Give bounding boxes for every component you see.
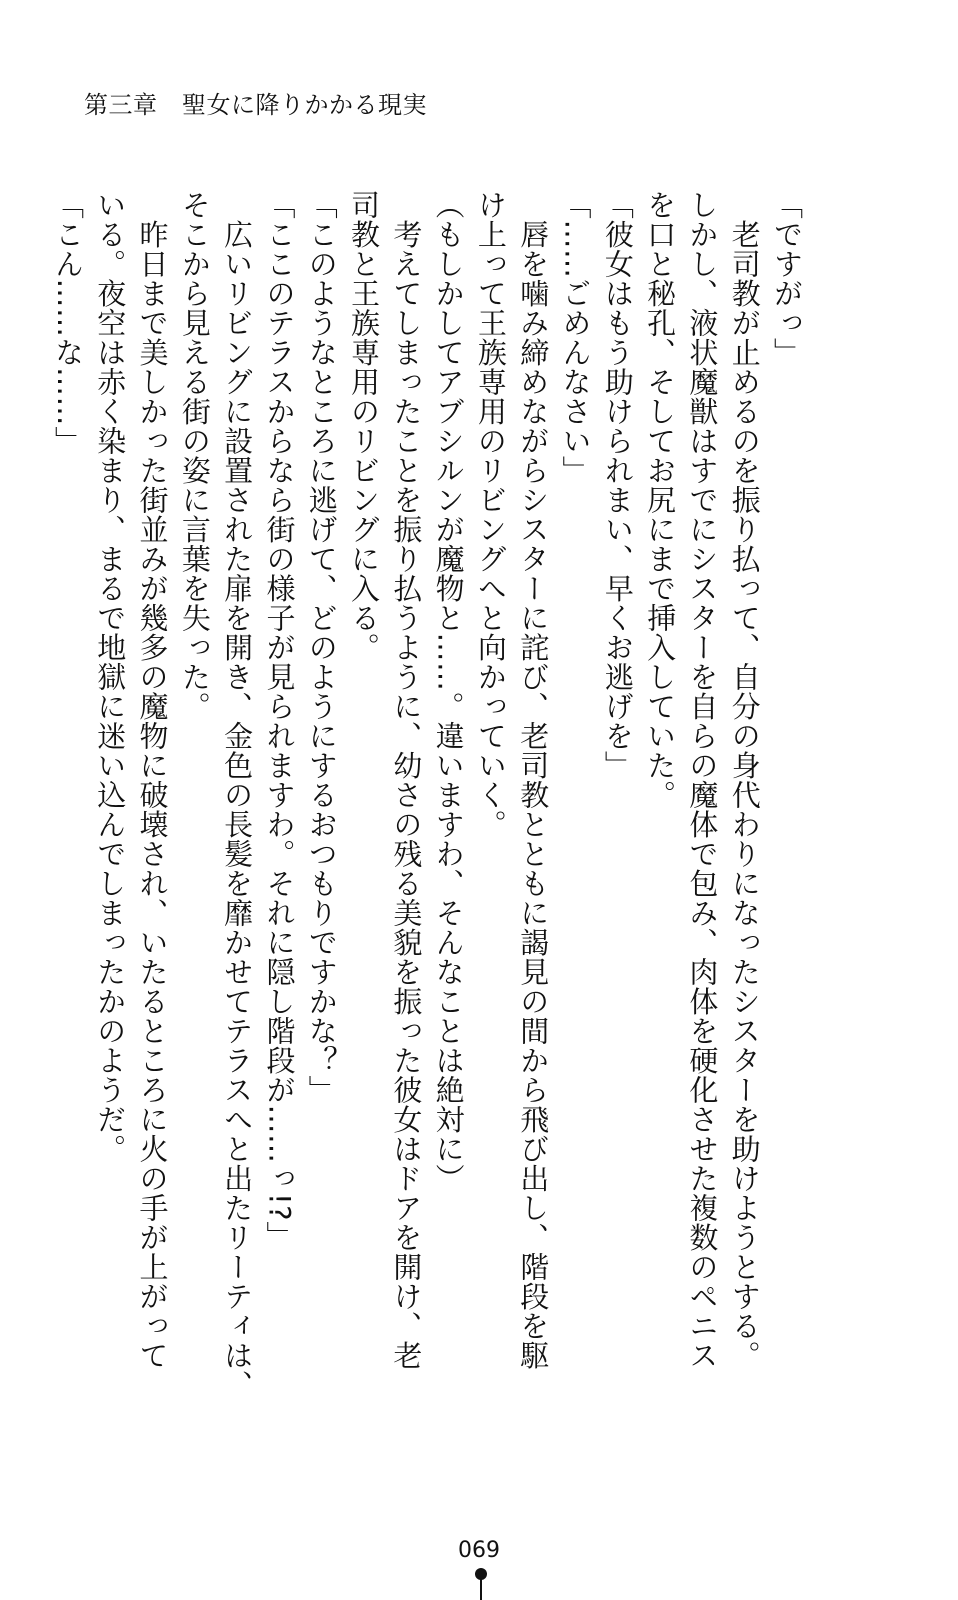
text-line: そこから見える街の姿に言葉を失った。 <box>177 190 212 721</box>
text-line: 老司教が止めるのを振り払って、自分の身代わりになったシスターを助けようとする。 <box>727 190 762 1370</box>
text-line: 昨日まで美しかった街並みが幾多の魔物に破壊され、いたるところに火の手が上がって <box>135 190 170 1370</box>
text-line: け上って王族専用のリビングへと向かっていく。 <box>473 190 508 839</box>
text-line: 「ここのテラスからなら街の様子が見られますわ。それに隠し階段が……っ!?」 <box>262 190 297 1251</box>
page-marker-icon <box>474 1568 488 1600</box>
text-line: しかし、液状魔獣はすでにシスターを自らの魔体で包み、肉体を硬化させた複数のペニス <box>685 190 720 1370</box>
text-line: を口と秘孔、そしてお尻にまで挿入していた。 <box>643 190 678 810</box>
body-text <box>47 190 808 1400</box>
text-line: 唇を噛み締めながらシスターに詫び、老司教とともに謁見の間から飛び出し、階段を駆 <box>516 190 551 1370</box>
text-line: （もしかしてアブシルンが魔物と……。違いますわ、そんなことは絶対に） <box>431 190 466 1193</box>
text-line: 「ですがっ」 <box>770 190 804 367</box>
text-line: いる。夜空は赤く染まり、まるで地獄に迷い込んでしまったかのようだ。 <box>93 190 128 1164</box>
text-line: 「……ごめんなさい」 <box>558 190 593 485</box>
text-line: 司教と王族専用のリビングに入る。 <box>347 190 382 662</box>
text-line: 「このようなところに逃げて、どのようにするおつもりですかな？」 <box>304 190 339 1105</box>
page-number: 069 <box>458 1538 500 1563</box>
text-line: 考えてしまったことを振り払うように、幼さの残る美貌を振った彼女はドアを開け、老 <box>389 190 424 1370</box>
chapter-title: 第三章 聖女に降りかかる現実 <box>84 91 427 119</box>
text-line: 「彼女はもう助けられまい、早くお逃げを」 <box>600 190 635 780</box>
text-line: 「こん……な……」 <box>50 190 85 456</box>
text-line: 広いリビングに設置された扉を開き、金色の長髪を靡かせてテラスへと出たリーティは、 <box>220 190 255 1400</box>
page-marker-stem <box>480 1578 482 1600</box>
